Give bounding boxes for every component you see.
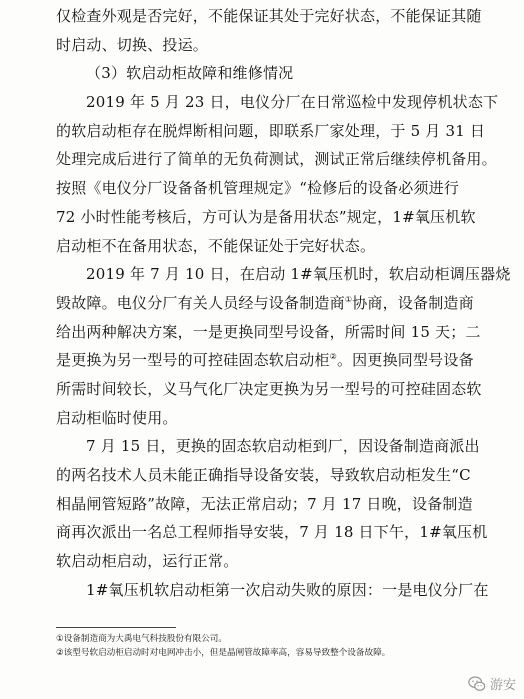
body-line-5: 的软启动柜存在脱焊断相问题，即联系厂家处理，于 5 月 31 日 bbox=[56, 121, 486, 140]
footnote-ref-1: ① bbox=[344, 294, 353, 304]
body-line-21: 1#氧压机软启动柜第一次启动失败的原因：一是电仪分厂在 bbox=[86, 580, 489, 599]
body-line-13-b: 。因更换同型号设备 bbox=[336, 351, 474, 370]
body-line-10: 2019 年 7 月 10 日，在启动 1#氧压机时，软启动柜调压器烧 bbox=[86, 265, 511, 284]
body-line-4: 2019 年 5 月 23 日，电仪分厂在日常巡检中发现停机状态下 bbox=[86, 93, 499, 112]
body-line-11-b: 协商，设备制造商 bbox=[352, 293, 474, 312]
watermark-text: 游安 bbox=[489, 678, 516, 693]
body-line-17: 的两名技术人员未能正确指导设备安装，导致软启动柜发生“C bbox=[56, 466, 471, 484]
body-line-8: 72 小时性能考核后，方可认为是备用状态”规定，1#氧压机软 bbox=[56, 207, 476, 226]
document-body bbox=[56, 2, 511, 604]
body-line-2: 时启动、切换、投运。 bbox=[56, 35, 209, 54]
body-line-13 bbox=[56, 346, 476, 375]
watermark bbox=[468, 674, 516, 693]
footnotes bbox=[56, 627, 476, 660]
body-line-1: 仅检查外观是否完好，不能保证其处于完好状态，不能保证其随 bbox=[56, 7, 482, 25]
body-line-13-a: 是更换为另一型号的可控硅固态软启动柜 bbox=[56, 351, 330, 370]
footnote-2: ②该型号软启动柜启动时对电网冲击小，但是晶闸管故障率高，容易导致整个设备故障。 bbox=[56, 648, 391, 658]
body-line-12: 给出两种解决方案，一是更换同型号设备，所需时间 15 天；二 bbox=[56, 322, 481, 341]
body-line-7: 按照《电仪分厂设备备机管理规定》“检修后的设备必须进行 bbox=[56, 179, 460, 198]
footnote-divider bbox=[56, 627, 176, 628]
body-line-18: 相晶闸管短路”故障，无法正常启动；7 月 17 日晚，设备制造 bbox=[56, 494, 473, 513]
body-line-14: 所需时间较长，义马气化厂决定更换为另一型号的可控硅固态软 bbox=[56, 379, 482, 398]
body-line-20: 软启动柜启动，运行正常。 bbox=[56, 552, 239, 571]
footnote-ref-2: ② bbox=[329, 352, 337, 362]
body-line-9: 启动柜不在备用状态，不能保证处于完好状态。 bbox=[56, 236, 376, 255]
body-line-11-a: 毁故障。电仪分厂有关人员经与设备制造商 bbox=[56, 293, 345, 312]
footnote-1: ①设备制造商为大禹电气科技股份有限公司。 bbox=[56, 634, 227, 644]
body-line-15: 启动柜临时使用。 bbox=[56, 408, 178, 427]
body-line-6: 处理完成后进行了简单的无负荷测试，测试正常后继续停机备用。 bbox=[56, 150, 497, 169]
body-line-16: 7 月 15 日，更换的固态软启动柜到厂，因设备制造商派出 bbox=[86, 437, 480, 456]
body-line-19: 商再次派出一名总工程师指导安装，7 月 18 日下午，1#氧压机 bbox=[56, 523, 488, 542]
wechat-icon bbox=[468, 675, 486, 693]
body-line-11 bbox=[56, 289, 476, 318]
section-heading: （3）软启动柜故障和维修情况 bbox=[86, 64, 294, 83]
